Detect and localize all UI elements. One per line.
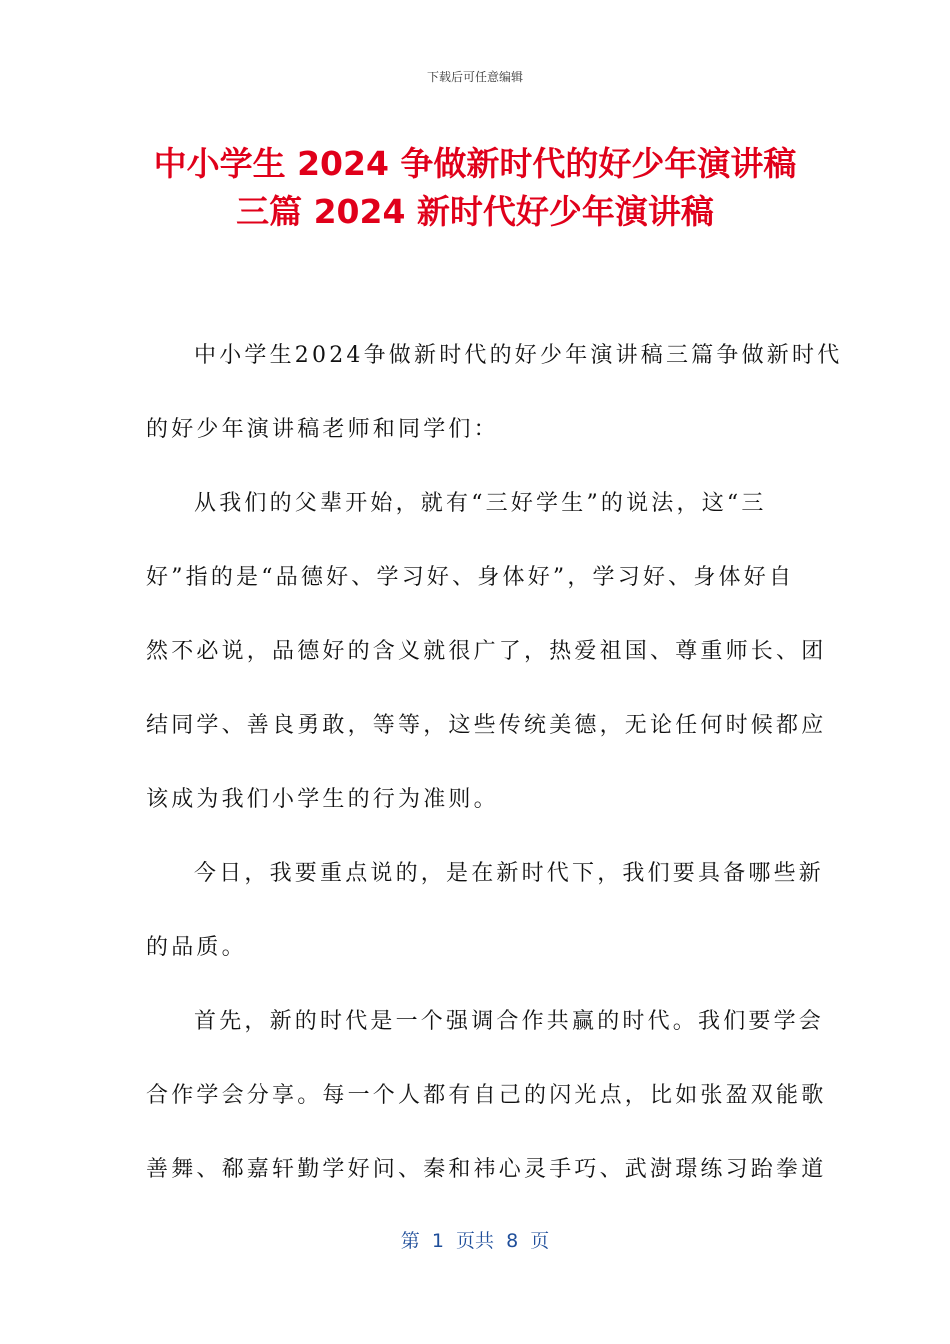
body-line: 今日，我要重点说的，是在新时代下，我们要具备哪些新 <box>194 861 825 886</box>
body-line: 好”指的是“品德好、学习好、身体好”，学习好、身体好自 <box>146 565 795 590</box>
body-text <box>146 319 843 1207</box>
body-line: 该成为我们小学生的行为准则。 <box>146 787 499 812</box>
body-line: 首先，新的时代是一个强调合作共赢的时代。我们要学会 <box>194 1009 825 1034</box>
title-line-1: 中小学生 2024 争做新时代的好少年演讲稿 <box>153 144 797 183</box>
body-line: 的好少年演讲稿老师和同学们： <box>146 417 499 442</box>
body-line: 然不必说，品德好的含义就很广了，热爱祖国、尊重师长、团 <box>146 639 827 664</box>
body-line: 合作学会分享。每一个人都有自己的闪光点，比如张盈双能歌 <box>146 1083 827 1108</box>
body-line: 善舞、郗嘉轩勤学好问、秦和祎心灵手巧、武澍璟练习跆拳道 <box>146 1157 827 1182</box>
body-line: 中小学生2024争做新时代的好少年演讲稿三篇争做新时代 <box>194 343 843 368</box>
page-footer: 第 1 页共 8 页 <box>400 1230 550 1252</box>
body-line: 从我们的父辈开始，就有“三好学生”的说法，这“三 <box>194 491 767 516</box>
title-line-2: 三篇 2024 新时代好少年演讲稿 <box>236 192 714 231</box>
header-note: 下载后可任意编辑 <box>426 70 523 84</box>
body-line: 的品质。 <box>146 935 247 960</box>
body-line: 结同学、善良勇敢，等等，这些传统美德，无论任何时候都应 <box>146 713 827 738</box>
document-title <box>100 140 850 236</box>
